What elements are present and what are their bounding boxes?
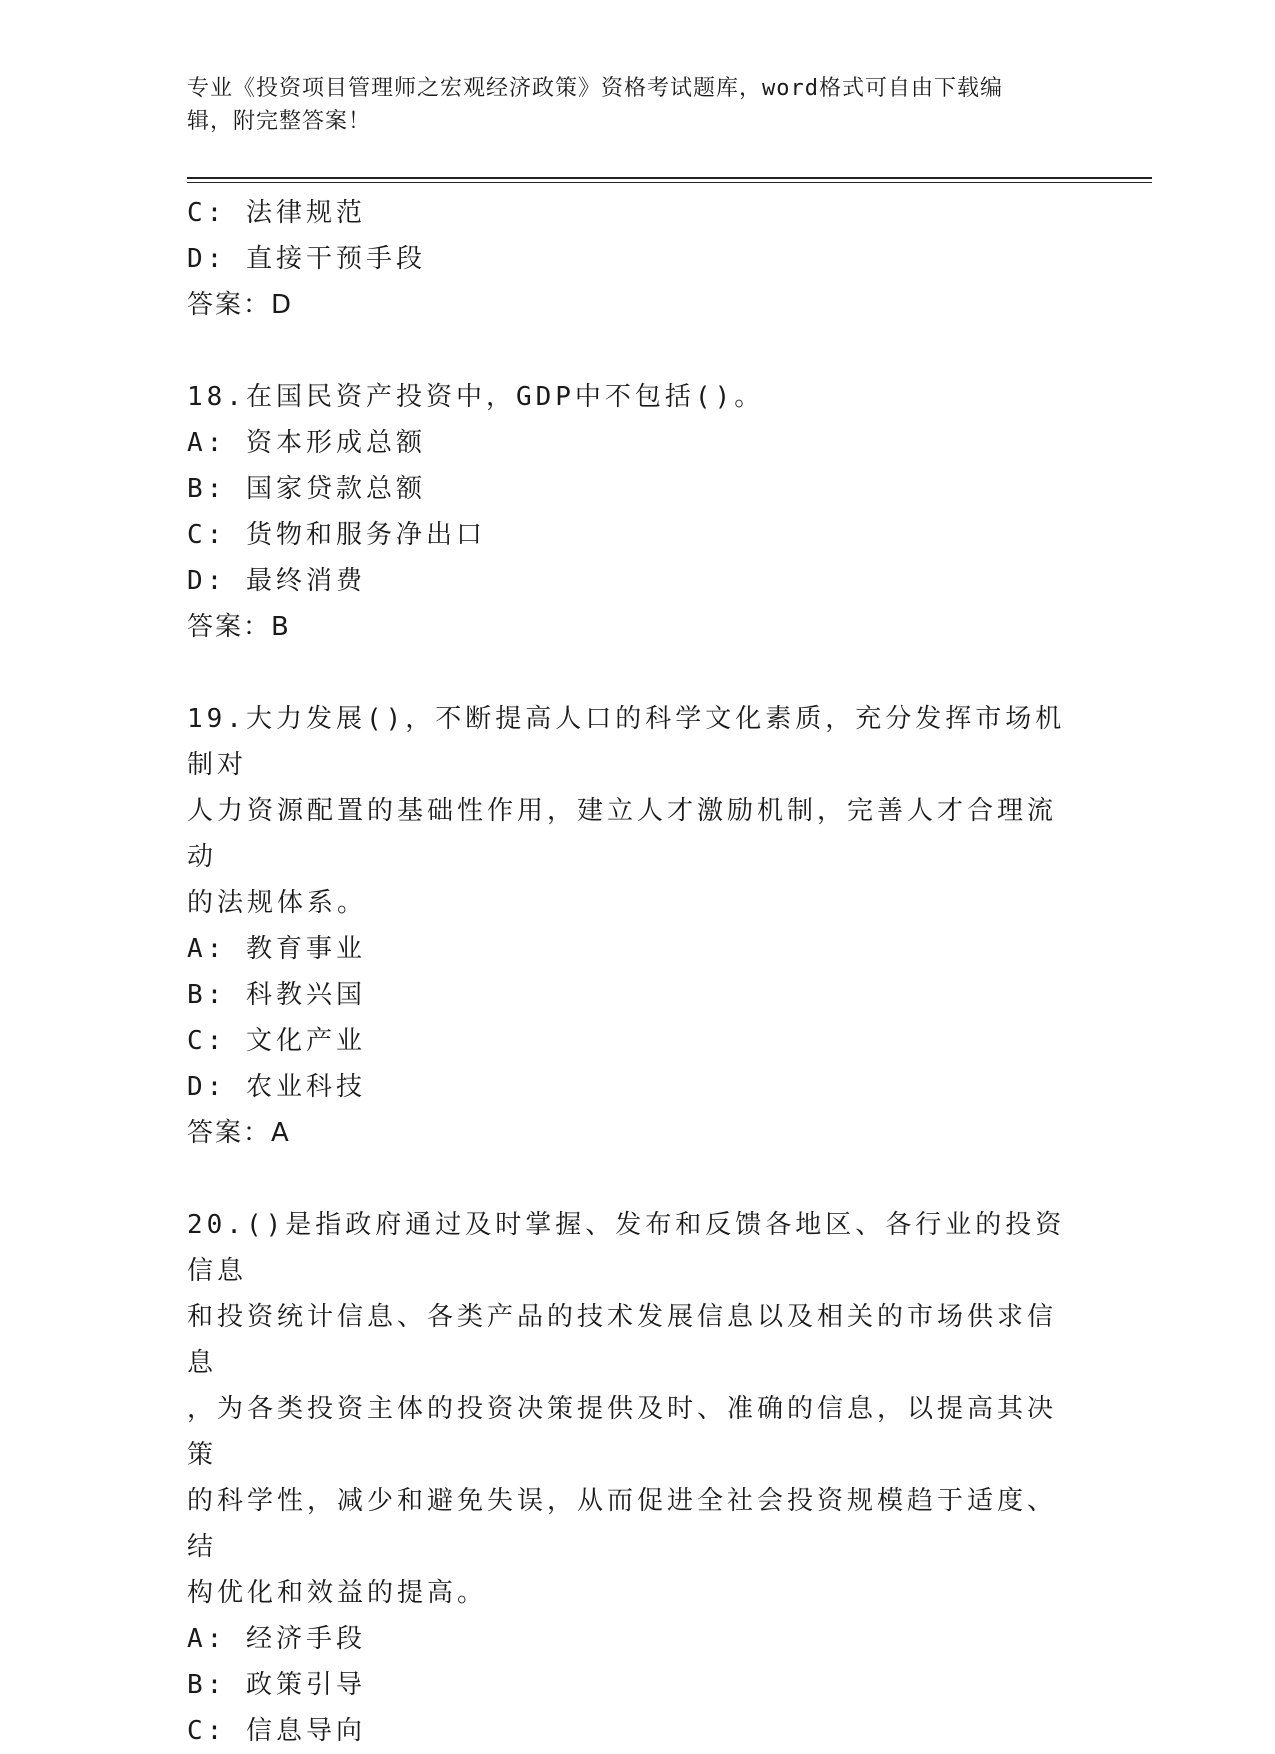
option-d: D: 农业科技 [187,1072,366,1102]
question-stem-line: 19.大力发展()，不断提高人口的科学文化素质，充分发挥市场机制对 [187,704,1066,780]
option-c: C: 信息导向 [187,1716,366,1746]
option-a: A: 教育事业 [187,934,366,964]
header-line-2: 辑，附完整答案！ [187,109,372,134]
option-c: C: 法律规范 [187,198,366,228]
question-18 [187,374,1077,650]
question-stem-line: 的法规体系。 [187,888,368,918]
option-a: A: 资本形成总额 [187,428,426,458]
question-19 [187,696,1077,1156]
option-b: B: 政策引导 [187,1670,366,1700]
question-stem-line: 的科学性，减少和避免失误，从而促进全社会投资规模趋于适度、结 [187,1486,1058,1562]
option-d: D: 直接干预手段 [187,244,426,274]
question-17-tail [187,190,1077,328]
question-stem-line: 人力资源配置的基础性作用，建立人才激励机制，完善人才合理流动 [187,796,1058,872]
option-c: C: 货物和服务净出口 [187,520,486,550]
question-20 [187,1202,1077,1754]
option-a: A: 经济手段 [187,1624,366,1654]
question-stem-line: 20.()是指政府通过及时掌握、发布和反馈各地区、各行业的投资信息 [187,1210,1066,1286]
question-stem-line: 和投资统计信息、各类产品的技术发展信息以及相关的市场供求信息 [187,1302,1058,1378]
option-b: B: 国家贷款总额 [187,474,426,504]
document-header [187,72,1087,138]
header-divider-thick [187,177,1152,179]
option-d: D: 最终消费 [187,566,366,596]
question-stem-line: ，为各类投资主体的投资决策提供及时、准确的信息，以提高其决策 [187,1394,1058,1470]
option-c: C: 文化产业 [187,1026,366,1056]
question-stem: 18.在国民资产投资中，GDP中不包括()。 [187,382,765,412]
question-content [187,190,1077,1754]
answer-line: 答案：D [187,290,294,320]
answer-line: 答案：A [187,1118,291,1148]
answer-line: 答案：B [187,612,291,642]
header-divider-thin [187,182,1152,183]
header-line-1: 专业《投资项目管理师之宏观经济政策》资格考试题库，word格式可自由下载编 [187,76,1003,101]
option-b: B: 科教兴国 [187,980,366,1010]
question-stem-line: 构优化和效益的提高。 [187,1578,488,1608]
